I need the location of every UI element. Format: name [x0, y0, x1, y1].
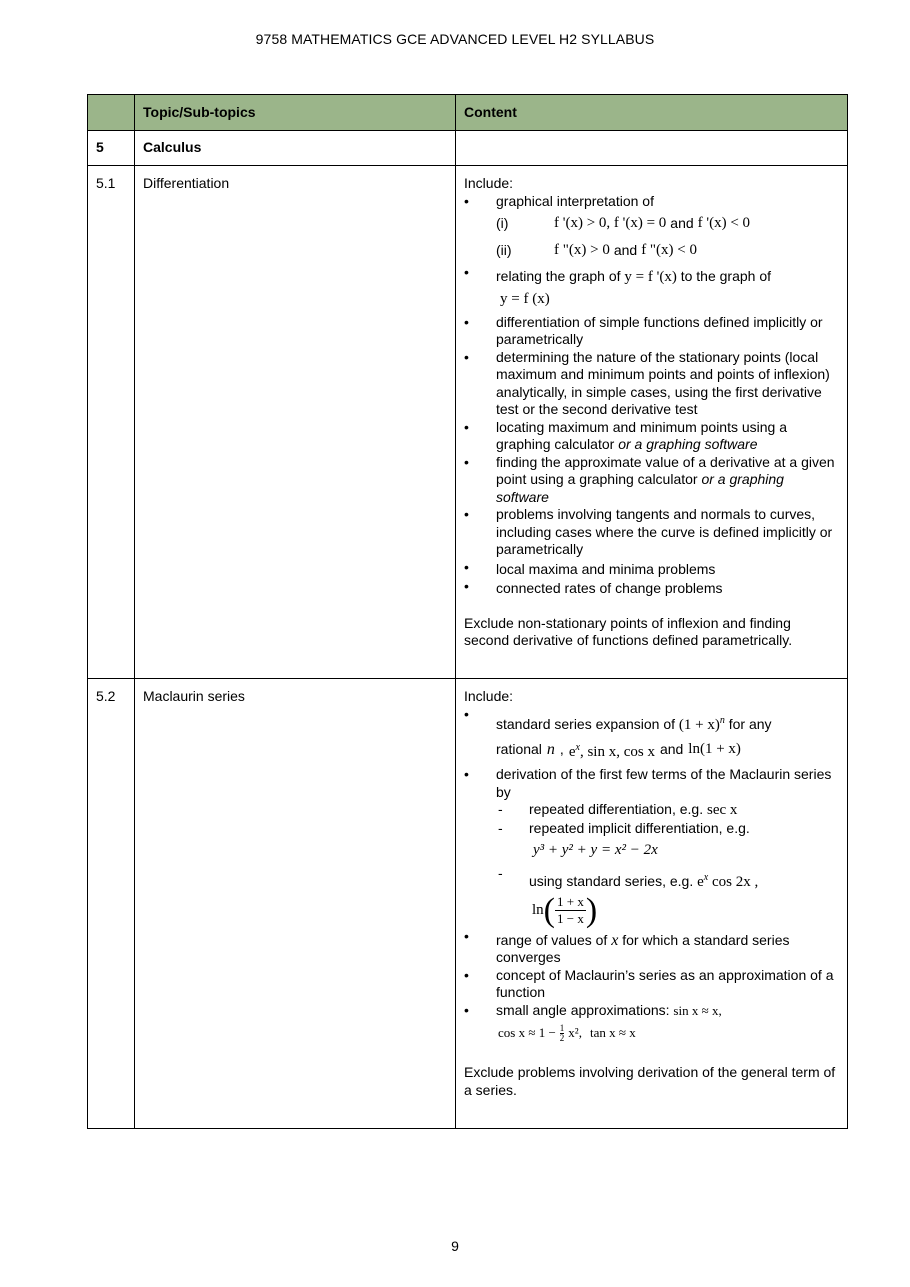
row-number: 5.2: [88, 679, 135, 1129]
list-item: • range of values of x for which a standard series converges: [464, 928, 839, 967]
header-content-cell: Content: [456, 95, 848, 131]
row-content: [456, 679, 848, 1129]
math-expression: $e^x$ cos 2x ,: [697, 872, 759, 890]
list-item: • local maxima and minima problems: [464, 559, 839, 579]
math-expression: sin x ≈ x,: [673, 1002, 722, 1018]
list-item: • relating the graph of y = f '(x) to the graph of y = f (x): [464, 264, 839, 314]
list-item: • determining the nature of the stationary points (local maximum and minimum points and points of inflexion) analytically, in simple cases, using the first derivative test or the second derivative test: [464, 349, 839, 419]
list-item: - using standard series, e.g. $e^x$ cos 2x ,: [496, 865, 839, 892]
list-item: • finding the approximate value of a derivative at a given point using a graphing calculator or a graphing software: [464, 454, 839, 507]
syllabus-table: [87, 94, 848, 1129]
list-item: • connected rates of change problems: [464, 578, 839, 598]
sub-item-ii: (ii) f "(x) > 0 and f "(x) < 0: [496, 241, 698, 258]
row-content: [456, 166, 848, 679]
math-expression: x: [611, 931, 619, 949]
list-item: • standard series expansion of $(1 + x)^n$ for any rational n , $e^x$, sin x, cos x and ln(1 + x): [464, 706, 839, 767]
row-number: 5.1: [88, 166, 135, 679]
header-topic-cell: Topic/Sub-topics: [135, 95, 456, 131]
bullet-list: [464, 193, 839, 598]
table-row: [88, 166, 848, 679]
math-expression: f '(x) < 0: [697, 214, 751, 231]
dash-list: [496, 801, 839, 892]
exclude-note: Exclude problems involving derivation of the general term of a series.: [464, 1064, 836, 1098]
math-expression: y³ + y² + y = x² − 2x: [533, 842, 658, 859]
bullet-list: [464, 706, 839, 1048]
page-header: 9758 MATHEMATICS GCE ADVANCED LEVEL H2 SYLLABUS: [255, 31, 655, 47]
math-expression: tan x ≈ x: [589, 1025, 636, 1041]
math-expression: f "(x) > 0: [554, 241, 610, 258]
math-expression: $e^x$, sin x, cos x: [568, 741, 655, 760]
math-expression: ln(1 + x): [688, 741, 741, 758]
section-row: [88, 131, 848, 166]
section-title: Calculus: [135, 131, 456, 166]
table-header-row: [88, 95, 848, 131]
math-expression: f "(x) < 0: [641, 241, 698, 258]
half-fraction: $\frac{1}{2}$: [559, 1022, 565, 1043]
math-expression: y = f '(x): [624, 269, 677, 285]
sub-item-i: (i) f '(x) > 0, f '(x) = 0 and f '(x) < 0: [496, 214, 751, 231]
table-row: [88, 679, 848, 1129]
list-item: - repeated differentiation, e.g. sec x: [496, 801, 839, 820]
list-item: • locating maximum and minimum points using a graphing calculator or a graphing software: [464, 419, 839, 454]
section-content-cell: [456, 131, 848, 166]
math-expression: cos x ≈ 1 −: [498, 1025, 556, 1041]
include-label: Include:: [464, 175, 514, 191]
math-expression: sec x: [706, 802, 738, 818]
list-item: • problems involving tangents and normals to curves, including cases where the curve is defined implicitly or parametrically: [464, 506, 839, 559]
list-item: - repeated implicit differentiation, e.g. y³ + y² + y = x² − 2x: [496, 820, 839, 866]
math-expression: f '(x) > 0, f '(x) = 0: [554, 214, 667, 231]
math-expression: y = f (x): [500, 291, 550, 308]
exclude-note: Exclude non-stationary points of inflexion and finding second derivative of functions defined parametrically.: [464, 614, 793, 648]
include-label: Include:: [464, 688, 514, 704]
list-item: • differentiation of simple functions defined implicitly or parametrically: [464, 314, 839, 349]
row-topic: Maclaurin series: [135, 679, 456, 1129]
list-item: • concept of Maclaurin’s series as an approximation of a function: [464, 967, 839, 1002]
list-item: • derivation of the first few terms of the Maclaurin series by - repeated differentiation, e.g. sec x - repeated implicit differentiation, e.g. y³ + y² + y = x² − 2x - using standard series, e.g. $e^x$ cos 2x , ln ( $\frac{1 + x}{1 - x}$ ): [464, 766, 839, 928]
list-item: • graphical interpretation of (i) f '(x) > 0, f '(x) = 0 and f '(x) < 0 (ii) f "(x) > 0 and f "(x) < 0: [464, 193, 839, 265]
math-expression: n: [546, 741, 555, 759]
section-number: 5: [88, 131, 135, 166]
header-num-cell: [88, 95, 135, 131]
list-item: • small angle approximations: sin x ≈ x, cos x ≈ 1 − $\frac{1}{2}$ x², tan x ≈ x: [464, 1002, 839, 1048]
math-expression: $(1 + x)^n$: [678, 714, 725, 733]
ln-fraction-expression: ln ( $\frac{1 + x}{1 - x}$ ): [532, 891, 598, 929]
row-topic: Differentiation: [135, 166, 456, 679]
page-number: 9: [451, 1238, 459, 1254]
math-expression: x²,: [568, 1025, 582, 1041]
